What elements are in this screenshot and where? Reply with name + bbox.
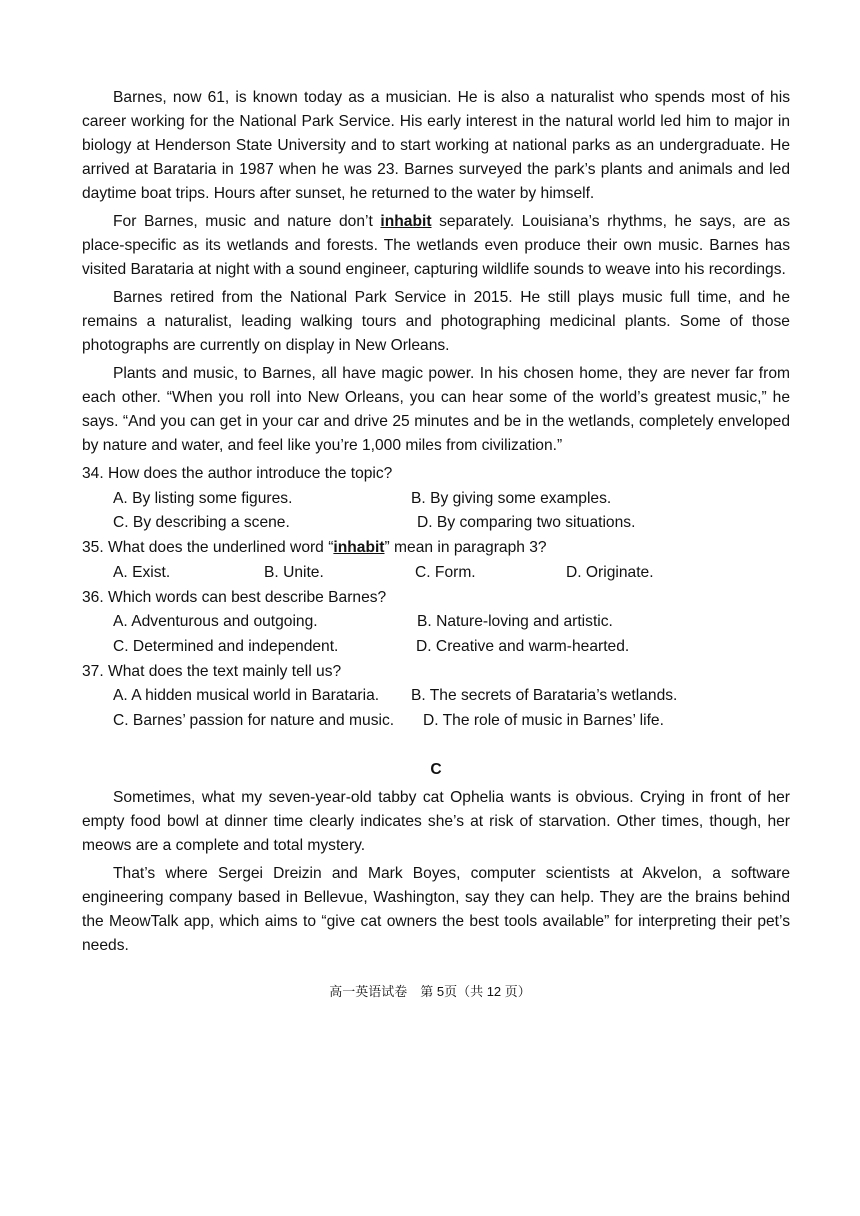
option-a: A. A hidden musical world in Barataria. [113,687,380,705]
option-b: B. By giving some examples. [411,489,612,507]
option-b: B. The secrets of Barataria’s wetlands. [411,687,678,705]
passage-b-paragraph-4: Plants and music, to Barnes, all have magic power. In his chosen home, they are never far from each other. “When you roll into New Orleans, you can hear some of the world’s greatest music,” he says. “And you can get in your car and drive 25 minutes and be in the wetlands, completely enveloped by nature and water, and feel like you’re 1,000 miles from civilization.” [82,365,790,454]
option-a: A. By listing some figures. [113,489,293,507]
option-c: C. Barnes’ passion for nature and music. [113,712,395,730]
option-b: B. Nature-loving and artistic. [417,613,613,631]
question-37-stem: 37. What does the text mainly tell us? [82,662,342,680]
paragraph-2-text-start: For Barnes, music and nature don’t [113,213,381,230]
question-35-options [82,561,790,586]
passage-c-paragraph-1: Sometimes, what my seven-year-old tabby cat Ophelia wants is obvious. Crying in front of her empty food bowl at dinner time clearly indicates she’s at risk of starvation. Other times, though, her meows are a complete and total mystery. [82,788,790,854]
passage-c-paragraph-2: That’s where Sergei Dreizin and Mark Boyes, computer scientists at Akvelon, a software engineering company based in Bellevue, Washington, say they can help. They are the brains behind the MeowTalk app, which aims to “give cat owners the best tools available” for interpreting their pet’s needs. [82,864,790,954]
question-34 [82,462,790,536]
question-37-options-row-2 [82,709,790,734]
passage-b-paragraph-2 [82,210,790,282]
option-c: C. Form. [415,563,476,581]
option-d: D. The role of music in Barnes’ life. [423,712,664,730]
question-35 [82,536,790,585]
question-35-stem-start: 35. What does the underlined word “ [82,539,334,557]
option-d: D. Originate. [566,563,654,581]
question-35-stem [82,536,790,561]
paragraph-2-text-end: separately. Louisiana’s rhythms, he says, are as place-specific as its wetlands and forests. The wetlands even produce their own music. Barnes has visited Barataria at night with a sound engineer, capturing wildlife sounds to weave into his recordings. [82,213,790,278]
option-c: C. By describing a scene. [113,514,290,532]
question-35-underlined-word: inhabit [333,539,385,557]
passage-b-paragraph-3: Barnes retired from the National Park Service in 2015. He still plays music full time, and he remains a naturalist, leading walking tours and photographing medicinal plants. Some of those photographs are currently on display in New Orleans. [82,289,790,354]
option-d: D. Creative and warm-hearted. [416,637,630,655]
question-34-stem: 34. How does the author introduce the topic? [82,465,393,482]
question-37 [82,660,790,734]
question-36-options-row-2 [82,635,790,660]
question-36-options-row-1 [82,610,790,635]
option-c: C. Determined and independent. [113,637,339,655]
question-37-options-row-1 [82,684,790,709]
page-footer: 高一英语试卷 第 5页（共 12 页） [329,984,531,999]
underlined-word: inhabit [380,213,432,230]
option-a: A. Adventurous and outgoing. [113,613,318,631]
option-d: D. By comparing two situations. [417,514,636,532]
passage-b-paragraph-1: Barnes, now 61, is known today as a musician. He is also a naturalist who spends most of his career working for the National Park Service. His early interest in the natural world led him to major in biology at Henderson State University and to start working at national parks as an undergraduate. He arrived at Barataria in 1987 when he was 23. Barnes surveyed the park’s plants and animals and led daytime boat trips. Hours after sunset, he returned to the water by himself. [82,89,790,202]
question-36 [82,586,790,660]
question-35-stem-end: ” mean in paragraph 3? [384,539,547,557]
option-b: B. Unite. [264,563,324,581]
question-34-options-row-1 [82,487,790,512]
question-36-stem: 36. Which words can best describe Barnes? [82,588,387,606]
exam-page [82,86,790,962]
section-heading-c: C [430,760,442,778]
question-34-options-row-2 [82,511,790,536]
option-a: A. Exist. [113,563,171,581]
